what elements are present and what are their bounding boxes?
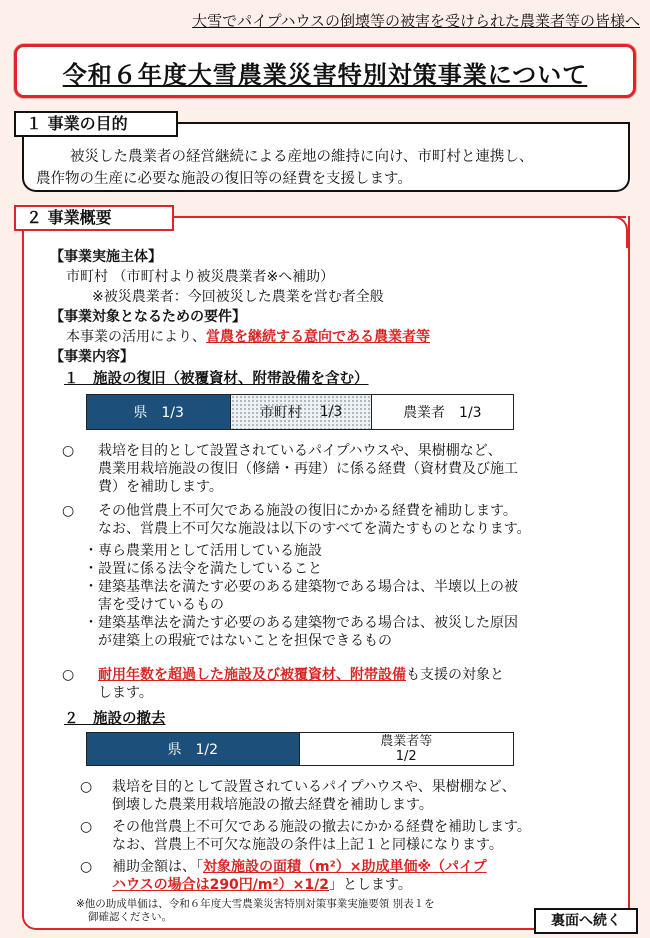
sub1-conditions (84, 542, 618, 650)
eligibility-text (66, 328, 430, 346)
share2-farmer (300, 733, 514, 765)
sub1-heading: １ 施設の復旧（被覆資材、附帯設備を含む） (64, 371, 369, 387)
overview-divider (170, 216, 626, 218)
share2-farmer-ratio: 1/2 (395, 749, 417, 764)
page-title: 令和６年度大雪農業災害特別対策事業について (62, 61, 588, 89)
condition-3-l1: ・建築基準法を満たす必要のある建築物である場合は、半壊以上の被 (84, 579, 518, 595)
condition-4-l2: が建築上の瑕疵ではないことを担保できるもの (98, 633, 392, 649)
sub2-share-table (86, 732, 514, 766)
share-muni (231, 395, 371, 429)
sub2-bullet3-suffix: 」とします。 (328, 877, 412, 893)
sub2-bullet3-prefix: 補助金額は、「 (112, 859, 203, 875)
sub2-bullet3-red2: ハウスの場合は290円/m²）×1/2 (112, 877, 329, 893)
sub1-bullet1-l2: 農業用栽培施設の復旧（修繕・再建）に係る経費（資材費及び施工 (98, 461, 518, 477)
sub2-heading: ２ 施設の撤去 (64, 711, 166, 727)
sub1-bullet3-mark: ○ (62, 667, 75, 683)
sub2-bullet1-mark: ○ (80, 779, 93, 795)
implementer-line-2: ※被災農業者：今回被災した農業を営む者全般 (92, 289, 384, 305)
sub2-bullet2-l1: その他営農上不可欠である施設の撤去にかかる経費を補助します。 (112, 819, 531, 835)
condition-3-l2: 害を受けているもの (98, 597, 224, 613)
share-farmer: 農業者 1/3 (403, 405, 482, 421)
continue-on-back-label: 裏面へ続く (534, 908, 638, 934)
condition-1: ・専ら農業用として活用している施設 (84, 543, 322, 559)
condition-2: ・設置に係る法令を満たしていること (84, 561, 322, 577)
sub1-bullet2-mark: ○ (62, 503, 75, 519)
top-note: 大雪でパイプハウスの倒壊等の被害を受けられた農業者等の皆様へ (192, 12, 640, 30)
sub1-bullet1-mark: ○ (62, 443, 75, 459)
footnote-l2: 御確認ください。 (88, 911, 172, 923)
footnote-l1: ※他の助成単価は、令和６年度大雪農業災害特別対策事業実施要領 別表１を (76, 898, 435, 910)
eligibility-highlight: 営農を継続する意向である農業者等 (206, 329, 430, 345)
share2-pref: 県 1/2 (87, 733, 300, 765)
sub1-bullet2-l1: その他営農上不可欠である施設の復旧にかかる経費を補助します。 (98, 503, 517, 519)
sub1-bullet2 (98, 502, 618, 538)
sub2-bullet2-l2: なお、営農上不可欠な施設の条件は上記１と同様になります。 (112, 837, 503, 853)
sub2-bullet3-mark: ○ (80, 859, 93, 875)
sub1-bullet1 (98, 442, 618, 496)
sub2-bullet1-l1: 栽培を目的として設置されているパイプハウスや、果樹棚など、 (112, 779, 516, 795)
sub1-bullet1-l1: 栽培を目的として設置されているパイプハウスや、果樹棚など、 (98, 443, 502, 459)
title-box (14, 44, 636, 98)
sub1-bullet3-rest: も支援の対象と (406, 667, 504, 683)
share2-farmer-name: 農業者等 (380, 734, 433, 749)
implementer-line-1: 市町村 （市町村より被災農業者※へ補助） (66, 269, 335, 285)
sub2-bullet2-mark: ○ (80, 819, 93, 835)
sub2-bullet1-l2: 倒壊した農業用栽培施設の撤去経費を補助します。 (112, 797, 433, 813)
sub1-bullet3-l2: します。 (98, 685, 153, 701)
share-muni-ratio: 1/3 (319, 404, 343, 420)
eligibility-prefix: 本事業の活用により、 (66, 329, 206, 345)
eligibility-heading: 【事業対象となるための要件】 (50, 309, 246, 325)
share-muni-name: 市町村 (259, 405, 302, 421)
sub2-bullet3 (112, 858, 622, 894)
footnote (76, 898, 536, 924)
overview-corner (582, 216, 628, 248)
sub1-bullet1-l3: 費）を補助します。 (98, 479, 223, 495)
purpose-line-2: 農作物の生産に必要な施設の復旧等の経費を支援します。 (36, 171, 412, 187)
content-heading: 【事業内容】 (50, 349, 134, 365)
section2-label: ２ 事業概要 (14, 205, 174, 231)
sub2-bullet2 (112, 818, 622, 854)
section1-label: １ 事業の目的 (14, 111, 178, 137)
purpose-line-1: 被災した農業者の経営継続による産地の維持に向け、市町村と連携し、 (70, 149, 534, 165)
implementer-heading: 【事業実施主体】 (50, 249, 162, 265)
share-pref: 県 1/3 (87, 395, 231, 429)
sub1-bullet3 (98, 666, 618, 702)
sub2-bullet1 (112, 778, 622, 814)
purpose-text (36, 146, 616, 190)
sub1-bullet2-l2: なお、営農上不可欠な施設は以下のすべてを満たすものとなります。 (98, 521, 531, 537)
condition-4-l1: ・建築基準法を満たす必要のある建築物である場合は、被災した原因 (84, 615, 518, 631)
sub1-bullet3-highlight: 耐用年数を超過した施設及び被覆資材、附帯設備 (98, 667, 406, 683)
sub1-share-table (86, 394, 514, 430)
sub2-bullet3-red1: 対象施設の面積（m²）×助成単価※（パイプ (203, 859, 487, 875)
